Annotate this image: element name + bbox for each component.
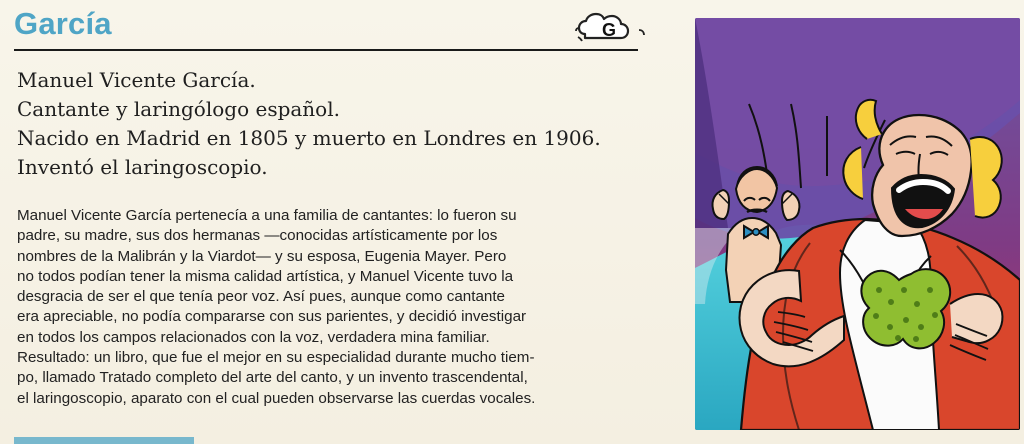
body-line: po, llamado Tratado completo del arte del canto, y un invento trascendental, — [17, 369, 528, 387]
biography-paragraph — [17, 206, 638, 409]
lead-summary — [17, 66, 637, 182]
body-line: no todos podían tener la misma calidad artística, y Manuel Vicente tuvo la — [17, 267, 514, 285]
body-line: Resultado: un libro, que fue el mejor en su especialidad durante mucho tiem- — [17, 349, 535, 367]
singer-illustration — [695, 18, 1020, 430]
page-title: García — [14, 6, 112, 41]
lead-line: Inventó el laringoscopio. — [17, 155, 268, 179]
body-line: desgracia de ser el que tenía peor voz. Así pues, aunque como cantante — [17, 288, 506, 306]
cloud-badge-icon — [575, 12, 649, 48]
body-line: Manuel Vicente García pertenecía a una familia de cantantes: lo fueron su — [17, 207, 517, 224]
body-line: nombres de la Malibrán y la Viardot— y su esposa, Eugenia Mayer. Pero — [17, 247, 507, 265]
body-line: en todos los campos relacionados con la voz, verdadera mina familiar. — [17, 328, 490, 346]
lead-line: Manuel Vicente García. — [17, 68, 256, 92]
body-line: padre, su madre, sus dos hermanas —conocidas artísticamente por los — [17, 227, 498, 245]
lead-line: Cantante y laringólogo español. — [17, 97, 340, 121]
body-line: el laringoscopio, aparato con el cual pueden observarse las cuerdas vocales. — [17, 389, 536, 407]
lead-line: Nacido en Madrid en 1805 y muerto en Londres en 1906. — [17, 126, 601, 150]
body-line: era apreciable, no podía compararse con sus parientes, y decidió investigar — [17, 308, 527, 326]
badge-letter: G — [601, 20, 617, 40]
next-entry-fragment — [14, 437, 194, 444]
title-rule — [14, 49, 638, 51]
illustration-svg — [695, 18, 1020, 430]
